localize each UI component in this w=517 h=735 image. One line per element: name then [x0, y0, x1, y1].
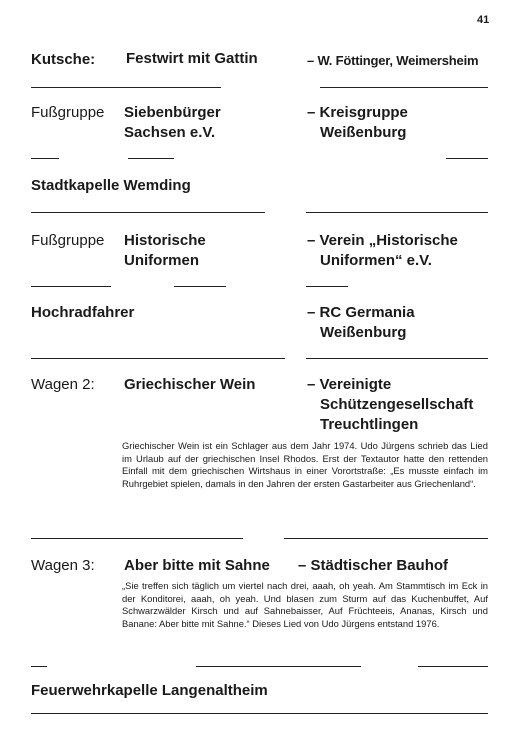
- divider: [196, 666, 361, 667]
- divider: [31, 286, 111, 287]
- entry-label-fussgruppe: Fußgruppe: [31, 232, 105, 249]
- divider: [31, 713, 488, 714]
- divider: [306, 212, 488, 213]
- page-number: 41: [477, 14, 490, 26]
- divider: [306, 286, 348, 287]
- divider: [31, 358, 285, 359]
- divider: [31, 212, 265, 213]
- divider: [320, 87, 488, 88]
- divider: [446, 158, 488, 159]
- divider: [31, 87, 221, 88]
- entry-title-siebenbuerger: Siebenbürger Sachsen e.V.: [124, 104, 221, 141]
- entry-label-fussgruppe: Fußgruppe: [31, 104, 105, 121]
- entry-heading-feuerwehrkapelle: Feuerwehrkapelle Langenaltheim: [31, 682, 268, 699]
- divider: [174, 286, 226, 287]
- divider: [128, 158, 174, 159]
- divider: [306, 358, 488, 359]
- divider: [418, 666, 488, 667]
- entry-label-hochradfahrer: Hochradfahrer: [31, 304, 135, 321]
- entry-description-aber-bitte-mit-sahne: „Sie treffen sich täglich um viertel nach drei, aaah, oh yeah. Am Stammtisch im Eck in der Konditorei, aaah, oh yeah. Und blasen zum Sturm auf das Kuchenbuffet, Auf Schwarzwälder Kirsch und auf Sahnebaisser, Auf Früchteeis, Ananas, Kirsch und Banane: Aber bitte mit Sahne.“ Dieses Lied von Udo Jürgens entstand 1976.: [122, 580, 488, 629]
- entry-org-verein: – Verein „Historische Uniformen“ e.V.: [307, 232, 458, 269]
- divider: [31, 538, 243, 539]
- divider: [31, 666, 47, 667]
- entry-org-rc-germania: – RC Germania Weißenburg: [307, 304, 415, 341]
- entry-org-kreisgruppe: – Kreisgruppe Weißenburg: [307, 104, 408, 141]
- entry-title-aber-bitte-mit-sahne: Aber bitte mit Sahne: [124, 557, 270, 574]
- entry-label-wagen-2: Wagen 2:: [31, 376, 95, 393]
- entry-label-wagen-3: Wagen 3:: [31, 557, 95, 574]
- entry-org-foettinger: – W. Föttinger, Weimersheim: [307, 53, 479, 68]
- entry-title-griechischer-wein: Griechischer Wein: [124, 376, 256, 393]
- entry-description-griechischer-wein: Griechischer Wein ist ein Schlager aus dem Jahr 1974. Udo Jürgens schrieb das Lied im Urlaub auf der griechischen Insel Rhodos. Erst der Textautor hatte den rettenden Einfall mit dem griechischen Wirtshaus in einer Vorortstraße: „Es musste einfach im Ruhrgebiet spielen, damals in den Jahren der ersten Gastarbeiter aus Griechenland“.: [122, 440, 488, 489]
- entry-heading-stadtkapelle: Stadtkapelle Wemding: [31, 177, 191, 194]
- entry-title-festwirt: Festwirt mit Gattin: [126, 50, 258, 67]
- divider: [31, 158, 59, 159]
- entry-org-schuetzengesellschaft: – Vereinigte Schützengesellschaft Treuchtlingen: [307, 376, 474, 433]
- entry-title-historische-uniformen: Historische Uniformen: [124, 232, 206, 269]
- entry-org-bauhof: – Städtischer Bauhof: [298, 557, 449, 574]
- entry-label-kutsche: Kutsche:: [31, 51, 96, 68]
- divider: [284, 538, 488, 539]
